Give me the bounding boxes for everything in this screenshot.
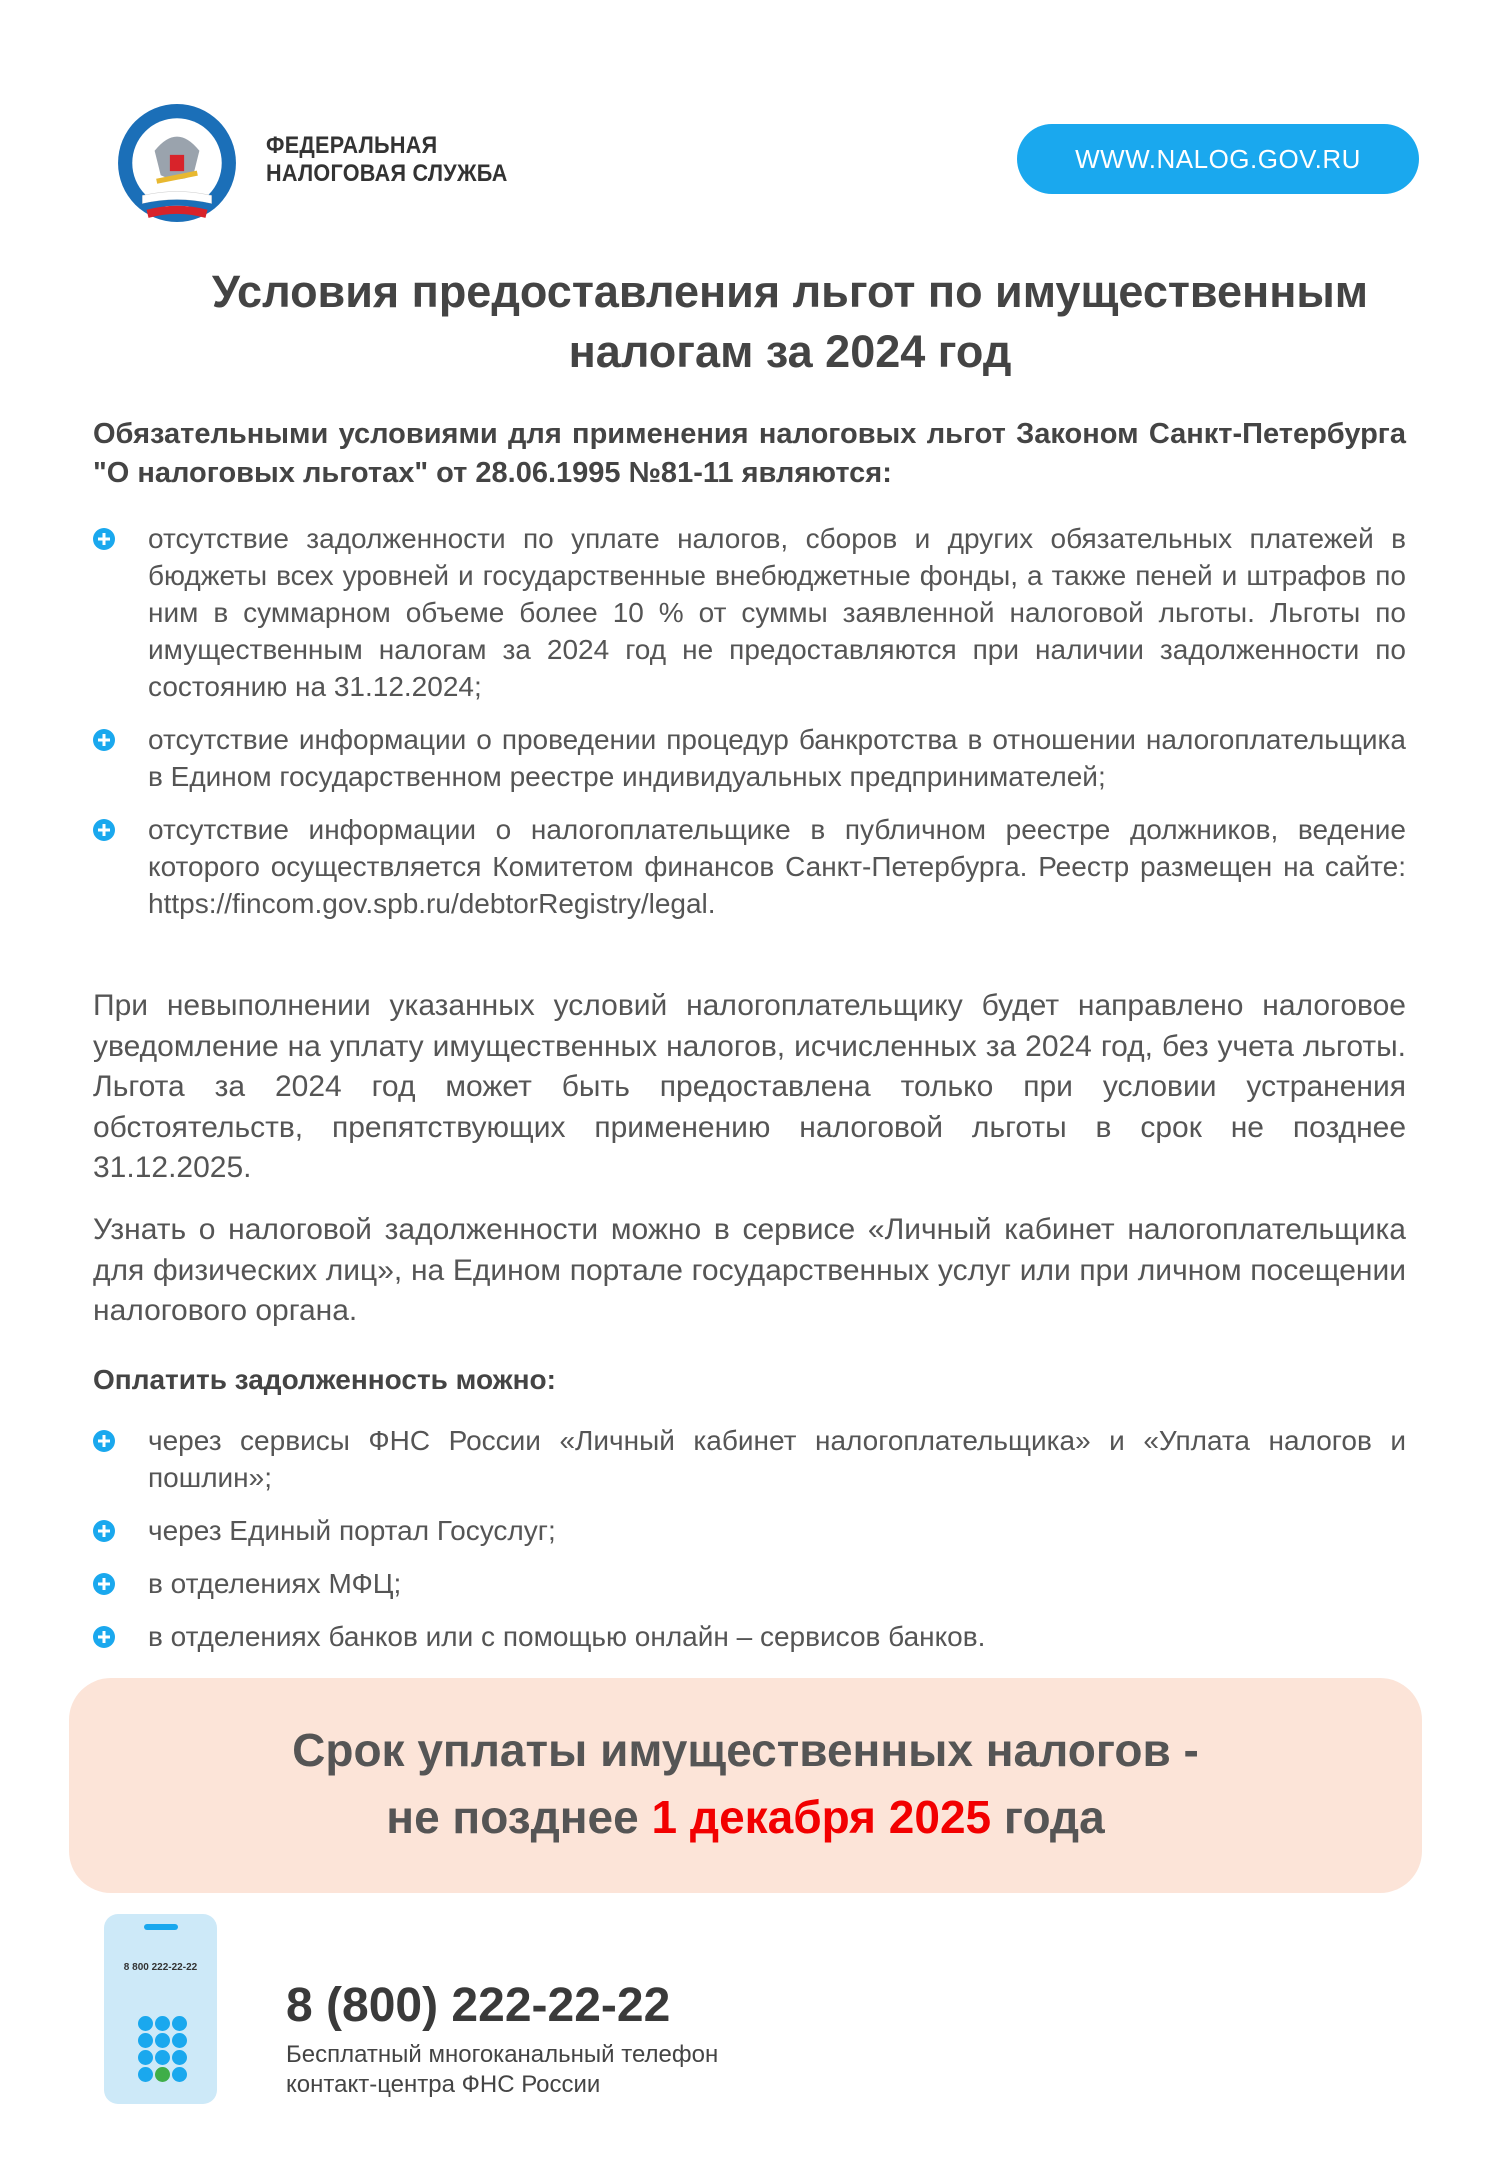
keypad-dot [172, 2033, 187, 2048]
phone-speaker [144, 1924, 178, 1930]
keypad-dot [155, 2067, 170, 2082]
hotline-description [286, 2040, 718, 2100]
hotline-phone-number[interactable]: 8 (800) 222-22-22 [286, 1979, 671, 2032]
list-item [93, 1422, 1406, 1496]
list-item [93, 1565, 1406, 1602]
keypad-dot [138, 2033, 153, 2048]
title-line-2: налогам за 2024 год [568, 326, 1012, 377]
keypad-dot [138, 2067, 153, 2082]
hotline-desc-line-2: контакт-центра ФНС России [286, 2071, 601, 2098]
list-item [93, 811, 1406, 922]
page-title [120, 262, 1460, 382]
deadline-date: 1 декабря 2025 [651, 1791, 992, 1843]
plus-circle-icon [93, 1573, 115, 1595]
agency-name [266, 132, 508, 188]
phone-icon [104, 1914, 217, 2104]
keypad-dot [138, 2050, 153, 2065]
deadline-prefix: не позднее [386, 1791, 652, 1843]
item-text: в отделениях банков или с помощью онлайн – сервисов банков. [148, 1621, 986, 1652]
paragraph-debt-info: Узнать о налоговой задолженности можно в сервисе «Личный кабинет налогоплательщика для физических лиц», на Едином портале государственных услуг или при личном посещении налогового органа. [93, 1213, 1406, 1327]
intro-text: Обязательными условиями для применения налоговых льгот Законом Санкт-Петербурга "О налоговых льготах" от 28.06.1995 №81-11 являются: [93, 418, 1406, 489]
agency-line-2: НАЛОГОВАЯ СЛУЖБА [266, 160, 508, 187]
deadline-line-1: Срок уплаты имущественных налогов - [292, 1724, 1199, 1776]
item-text: в отделениях МФЦ; [148, 1568, 402, 1599]
deadline-suffix: года [991, 1791, 1105, 1843]
paragraph-conditions-not-met: При невыполнении указанных условий налогоплательщику будет направлено налоговое уведомление на уплату имущественных налогов, исчисленных за 2024 год, без учета льготы. Льгота за 2024 год может быть предоставлена только при условии устранения обстоятельств, препятствующих применению налоговой льготы в срок не позднее 31.12.2025. [93, 989, 1406, 1184]
agency-line-1: ФЕДЕРАЛЬНАЯ [266, 132, 438, 159]
item-text: отсутствие задолженности по уплате налогов, сборов и других обязательных платежей в бюджеты всех уровней и государственные внебюджетные фонды, а также пеней и штрафов по ним в суммарном объеме более 10 % от суммы заявленной налоговой льготы. Льготы по имущественным налогам за 2024 год не предоставляются при наличии задолженности по состоянию на 31.12.2024; [148, 523, 1406, 702]
keypad-dot [155, 2033, 170, 2048]
deadline-line-2 [69, 1784, 1422, 1851]
list-item [93, 721, 1406, 795]
website-link-button[interactable]: WWW.NALOG.GOV.RU [1017, 124, 1419, 194]
pay-heading: Оплатить задолженность можно: [93, 1364, 556, 1395]
keypad-dot [172, 2050, 187, 2065]
plus-circle-icon [93, 1626, 115, 1648]
keypad-dot [155, 2050, 170, 2065]
title-line-1: Условия предоставления льгот по имущественным [211, 266, 1369, 317]
item-text: через сервисы ФНС России «Личный кабинет налогоплательщика» и «Уплата налогов и пошлин»; [148, 1425, 1406, 1493]
plus-circle-icon [93, 1520, 115, 1542]
conditions-list [93, 520, 1406, 938]
keypad-dot [155, 2016, 170, 2031]
phone-screen-number: 8 800 222-22-22 [123, 1962, 198, 1973]
hotline-desc-line-1: Бесплатный многоканальный телефон [286, 2041, 719, 2068]
plus-circle-icon [93, 819, 115, 841]
item-text: отсутствие информации о налогоплательщике в публичном реестре должников, ведение которого осуществляется Комитетом финансов Санкт-Петербурга. Реестр размещен на сайте: https://fincom.gov.spb.ru/debtorRegistry/legal. [148, 814, 1406, 919]
list-item [93, 520, 1406, 705]
keypad-dot [172, 2067, 187, 2082]
keypad-dot [172, 2016, 187, 2031]
plus-circle-icon [93, 528, 115, 550]
item-text: через Единый портал Госуслуг; [148, 1515, 556, 1546]
list-item [93, 1618, 1406, 1655]
plus-circle-icon [93, 729, 115, 751]
item-text: отсутствие информации о проведении процедур банкротства в отношении налогоплательщика в Едином государственном реестре индивидуальных предпринимателей; [148, 724, 1406, 792]
fns-logo [116, 102, 238, 224]
plus-circle-icon [93, 1430, 115, 1452]
deadline-banner [69, 1678, 1422, 1893]
list-item [93, 1512, 1406, 1549]
keypad-dot [138, 2016, 153, 2031]
pay-methods-list [93, 1422, 1406, 1671]
